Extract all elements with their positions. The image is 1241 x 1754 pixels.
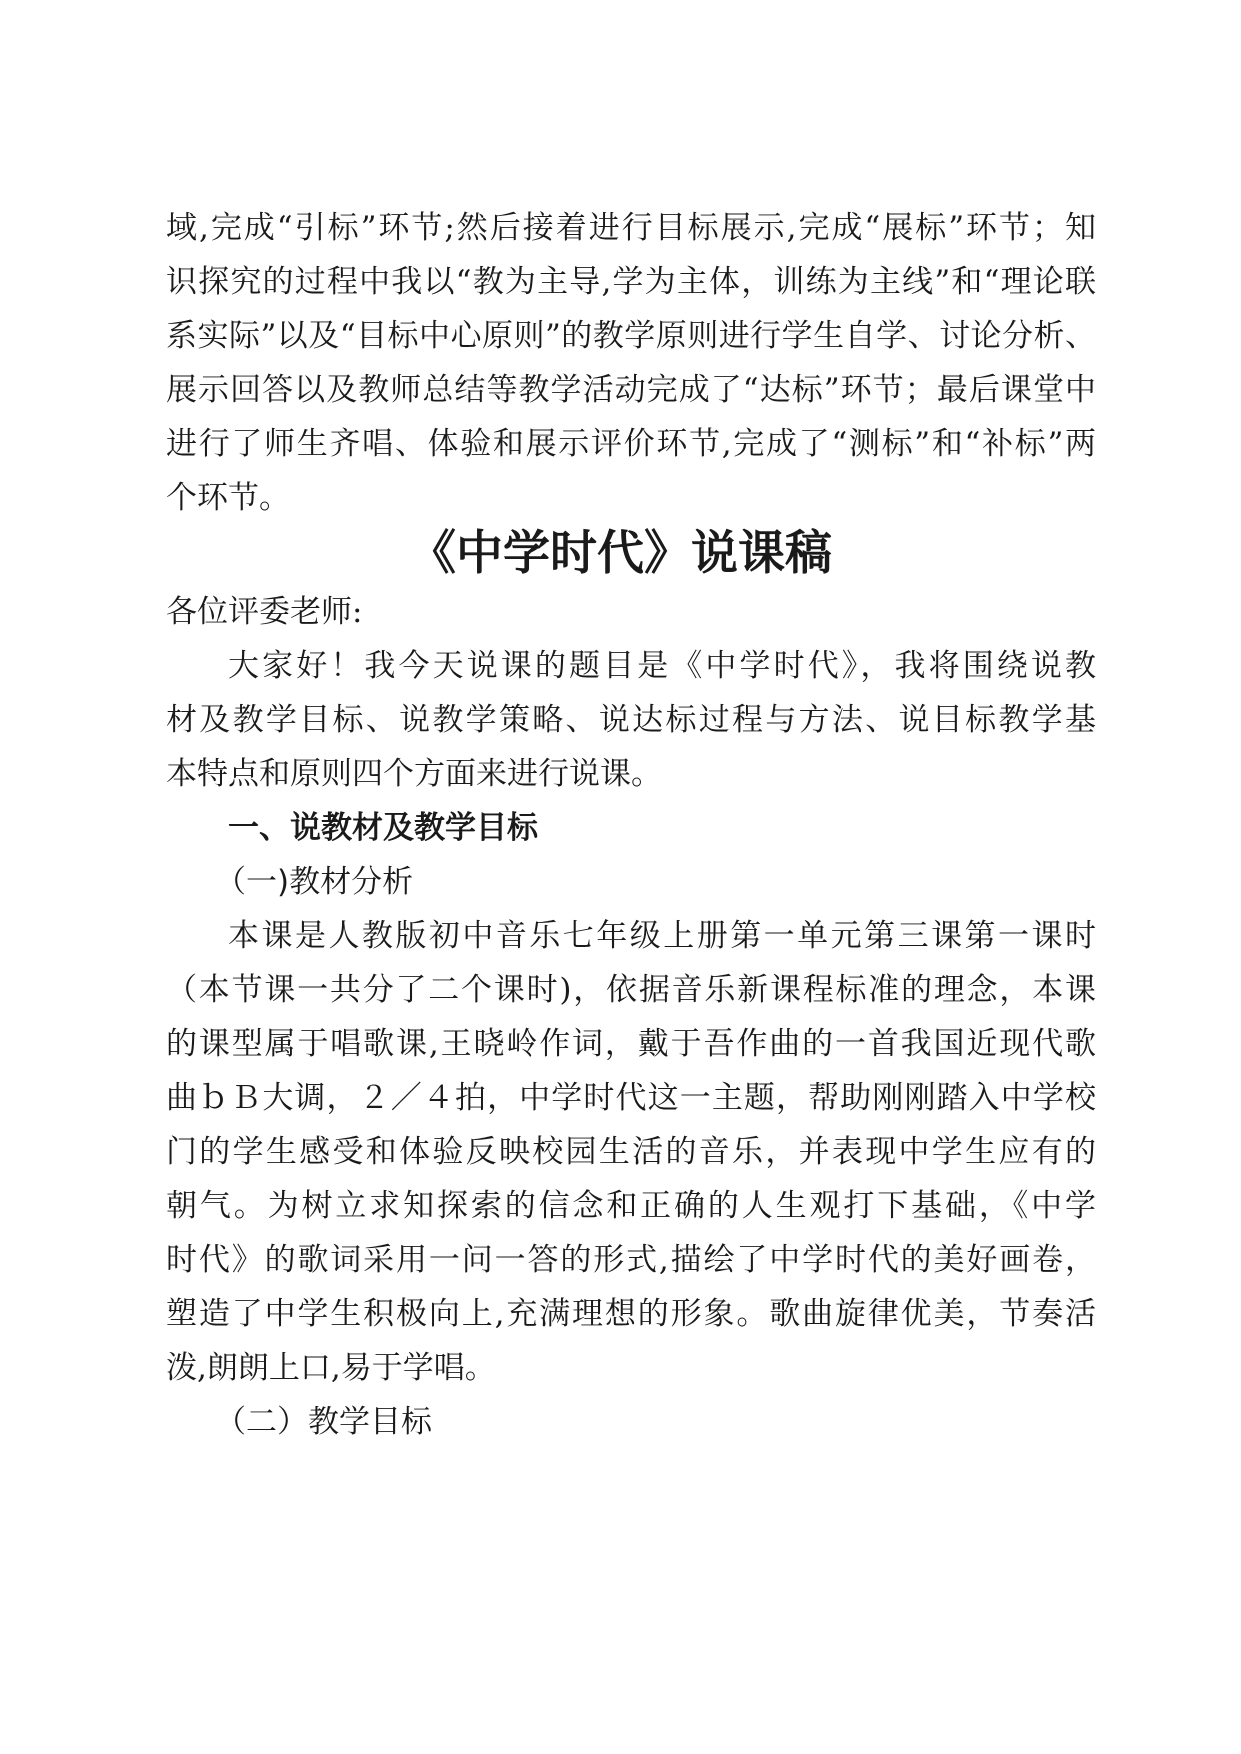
paragraph-line: 材及教学目标、说教学策略、说达标过程与方法、说目标教学基: [166, 702, 1096, 738]
paragraph-line: 本课是人教版初中音乐七年级上册第一单元第三课第一课时: [228, 918, 1096, 954]
section-heading: 一、说教材及教学目标: [228, 810, 538, 846]
paragraph-line: 朝气。为树立求知探索的信念和正确的人生观打下基础，《中学: [166, 1188, 1096, 1224]
paragraph-line: 的课型属于唱歌课,王晓岭作词，戴于吾作曲的一首我国近现代歌: [166, 1026, 1096, 1062]
paragraph-line: 泼,朗朗上口,易于学唱。: [166, 1350, 496, 1386]
paragraph-line: 系实际”以及“目标中心原则”的教学原则进行学生自学、讨论分析、: [166, 318, 1096, 354]
paragraph-line: 大家好！我今天说课的题目是《中学时代》，我将围绕说教: [228, 648, 1096, 684]
paragraph-line: 域,完成“引标”环节;然后接着进行目标展示,完成“展标”环节；知: [166, 210, 1096, 246]
paragraph-line: 个环节。: [166, 480, 290, 516]
document-title: 《中学时代》说课稿: [409, 526, 832, 581]
salutation: 各位评委老师:: [166, 594, 363, 630]
paragraph-line: 展示回答以及教师总结等教学活动完成了“达标”环节；最后课堂中: [166, 372, 1096, 408]
subsection-heading: （一)教材分析: [215, 864, 414, 900]
paragraph-line: 塑造了中学生积极向上,充满理想的形象。歌曲旋律优美，节奏活: [166, 1296, 1096, 1332]
paragraph-line: 时代》的歌词采用一问一答的形式,描绘了中学时代的美好画卷，: [166, 1242, 1096, 1278]
paragraph-line: 本特点和原则四个方面来进行说课。: [166, 756, 662, 792]
subsection-heading: （二）教学目标: [215, 1404, 432, 1440]
paragraph-line: 门的学生感受和体验反映校园生活的音乐，并表现中学生应有的: [166, 1134, 1096, 1170]
paragraph-line: 曲ｂＢ大调，２／４拍，中学时代这一主题，帮助刚刚踏入中学校: [166, 1080, 1096, 1116]
paragraph-line: 识探究的过程中我以“教为主导,学为主体，训练为主线”和“理论联: [166, 264, 1096, 300]
paragraph-line: 进行了师生齐唱、体验和展示评价环节,完成了“测标”和“补标”两: [166, 426, 1096, 462]
paragraph-line: （本节课一共分了二个课时)，依据音乐新课程标准的理念，本课: [166, 972, 1096, 1008]
